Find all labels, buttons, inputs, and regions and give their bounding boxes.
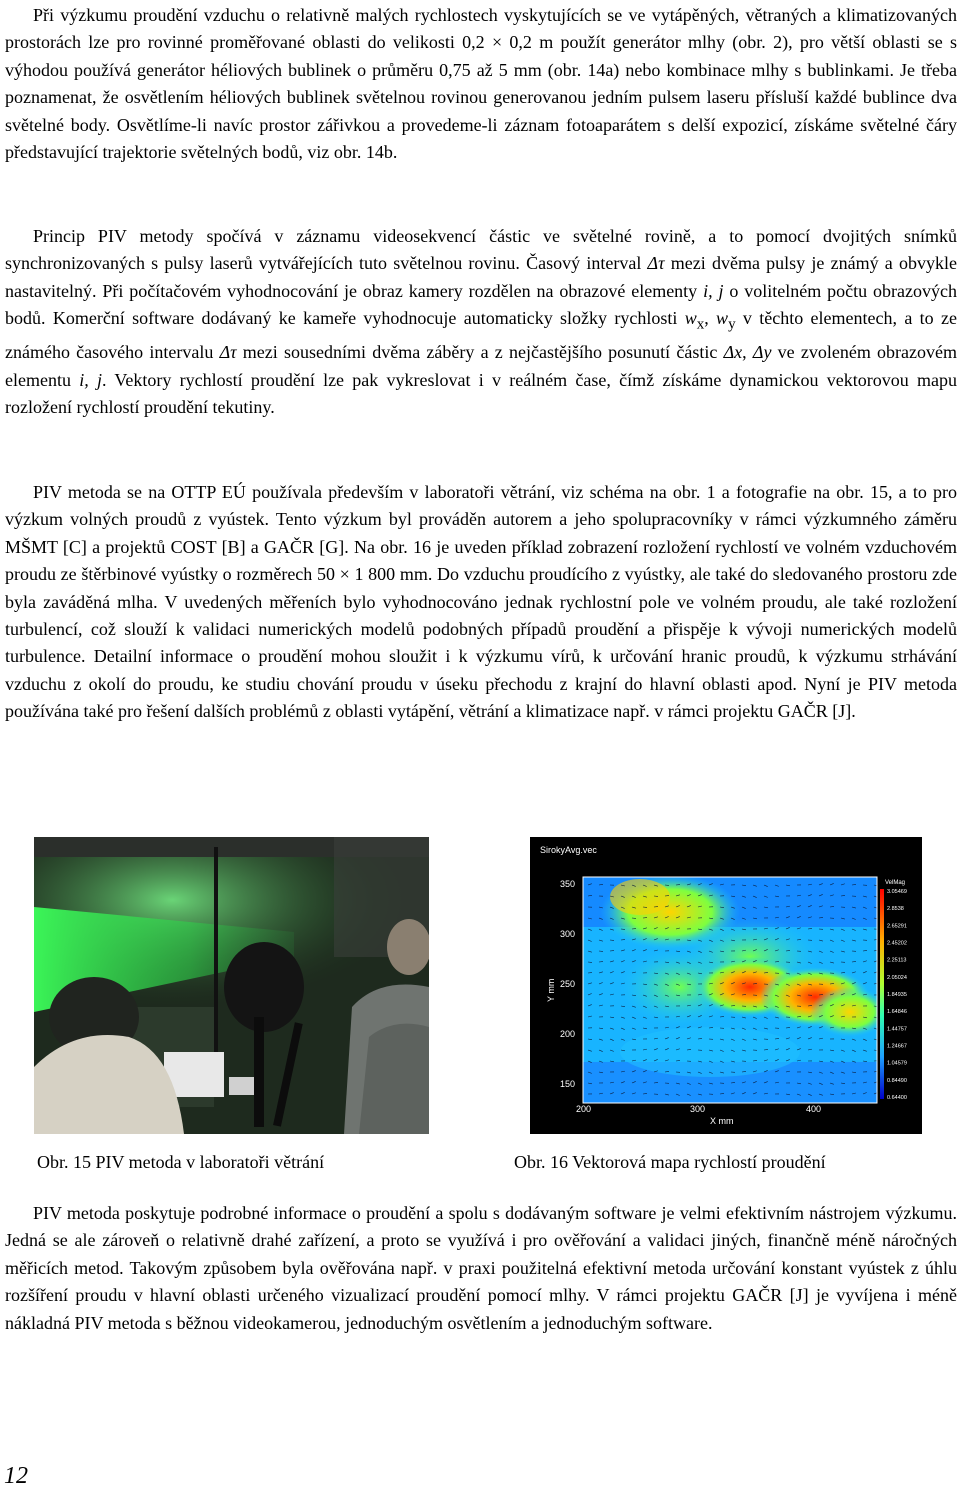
symbol-w: w	[684, 308, 697, 329]
symbol-delta-tau: Δτ	[647, 253, 665, 274]
text-run: ,	[704, 308, 717, 329]
legend-value: 0.64400	[887, 1095, 907, 1101]
text-run: Princip PIV metody spočívá v záznamu videosekvencí částic ve světelné rovině, a to pomocí dvojitých snímků synchronizovaných s pulsy laserů vytvářejících tuto světelnou rovinu. Časový interval	[5, 226, 957, 274]
symbol-delta-tau: Δτ	[219, 342, 237, 363]
x-tick-label: 400	[806, 1104, 822, 1114]
legend-value: 1.24667	[887, 1043, 907, 1050]
legend-colorbar	[880, 889, 884, 1099]
symbol-delta-x: Δx	[723, 342, 743, 363]
text-run: mezi dvěma pulsy je známý a obvykle nastavitelný. Při počítačovém vyhodnocování je obraz kamery rozdělen na obrazové elementy	[5, 253, 958, 301]
paragraph-piv-summary: PIV metoda poskytuje podrobné informace o proudění a spolu s dodávaným software je velmi efektivním nástrojem výzkumu. Jedná se ale zároveň o relativně drahé zařízení, a proto se využívá i pro ověřování a validaci jiných, finančně méně náročných měřicích metod. Takovým způsobem byla ověřována např. v praxi použitelná efektivní metoda určování konstant vyústek z úhlu rozšíření proudu v hlavní oblasti určeného vizualizací proudění pomocí mlhy. V rámci projektu GAČR [J] je vyvíjena i méně nákladná PIV metoda s běžnou videokamerou, jednoduchým osvětlením a jednoduchým software.	[5, 1203, 957, 1333]
symbol-i-j: i, j	[79, 369, 102, 390]
legend-value: 1.04579	[887, 1060, 907, 1067]
figure-16-caption: Obr. 16 Vektorová mapa rychlostí proudění	[514, 1152, 826, 1172]
paragraph-fog-generator: Při výzkumu proudění vzduchu o relativně malých rychlostech vyskytujících se ve vytápěných, větraných a klimatizovaných prostorách lze pro rovinné proměřované oblasti do velikosti 0,2 × 0,2 m použít generátor mlhy (obr. 2), pro větší oblasti se s výhodou používá generátor héliových bublinek o průměru 0,75 až 5 mm (obr. 14a) nebo kombinace mlhy s bublinkami. Je třeba poznamenat, že osvětlením héliových bublinek světelnou rovinou generovanou jedním pulsem laseru přísluší každé bublince dva světelné body. Osvětlíme-li navíc prostor zářivkou a provedeme-li záznam fotoaparátem s delší expozicí, získáme světelné čáry představující trajektorie světelných bodů, viz obr. 14b.	[5, 5, 957, 163]
legend-value: 2.8538	[887, 906, 904, 913]
x-tick-label: 300	[690, 1104, 706, 1114]
lab-photo-illustration	[34, 837, 429, 1134]
y-tick-label: 300	[560, 929, 576, 939]
y-tick-label: 150	[560, 1079, 576, 1089]
text-run: v těchto elementech, a to ze známého časového intervalu	[5, 308, 957, 363]
y-tick-label: 200	[560, 1029, 576, 1039]
x-axis-label: X mm	[710, 1116, 734, 1126]
figure-15-caption: Obr. 15 PIV metoda v laboratoři větrání	[37, 1152, 325, 1172]
legend-value: 2.45202	[887, 940, 907, 947]
text-run: ,	[742, 342, 753, 363]
legend-value: 2.25113	[887, 957, 907, 964]
symbol-w: w	[716, 308, 729, 329]
text-run: mezi sousedními dvěma záběry a z nejčastějšího posunutí částic	[236, 342, 724, 363]
legend-value: 2.05024	[887, 974, 907, 981]
vector-map-chart	[530, 837, 922, 1134]
vector-file-label: SirokyAvg.vec	[540, 845, 597, 855]
paragraph-piv-principle	[5, 223, 957, 421]
legend-value: 1.44757	[887, 1026, 907, 1033]
legend-value: 0.84490	[887, 1077, 907, 1084]
legend-title: VelMag	[885, 880, 906, 886]
x-tick-label: 200	[576, 1104, 592, 1114]
legend-value: 1.84935	[887, 992, 907, 998]
lab-photo-figure	[34, 837, 429, 1134]
vector-map-figure	[530, 837, 922, 1134]
paragraph-ottp-usage: PIV metoda se na OTTP EÚ používala především v laboratoři větrání, viz schéma na obr. 1 a fotografie na obr. 15, a to pro výzkum volných proudů z vyústek. Tento výzkum byl prováděn autorem a jeho spolupracovníky v rámci výzkumného záměru MŠMT [C] a projektů COST [B] a GAČR [G]. Na obr. 16 je uveden příklad zobrazení rozložení rychlostí ve volném vzduchovém proudu ze štěrbinové vyústky o rozměrech 50 × 1 800 mm. Do vzduchu proudícího z vyústky, ale také do sledovaného prostoru zde byla zaváděná mlha. V uvedených měřeních bylo vyhodnocováno jednak rychlostní pole ve volném proudu, ale také rozložení turbulencí, což slouží k validaci numerických modelů podobných případů proudění a přispěje k vývoji numerických modelů turbulence. Detailní informace o proudění mohou sloužit i k výzkumu vírů, k určování hranic proudů, k výzkumu strhávání vzduchu z okolí do proudu, ke studiu chování proudu v úseku přechodu z krajní do hlavní oblasti apod. Nyní je PIV metoda používána také pro řešení dalších problémů z oblasti vytápění, větrání a klimatizace např. v rámci projektu GAČR [J].	[5, 482, 957, 722]
legend-value: 2.65291	[887, 923, 907, 930]
text-run: ve zvoleném obrazovém elementu	[5, 342, 958, 390]
text-run: o volitelném počtu obrazových bodů. Komerční software dodávaný ke kameře vyhodnocuje automaticky složky rychlosti	[5, 280, 957, 329]
legend-value: 1.64846	[887, 1009, 907, 1016]
text-run: . Vektory rychlostí proudění lze pak vykreslovat i v reálném čase, čímž získáme dynamickou vektorovou mapu rozložení rychlostí proudění tekutiny.	[5, 369, 957, 418]
y-tick-label: 350	[560, 879, 576, 889]
legend-value: 3.05469	[887, 889, 907, 895]
y-tick-label: 250	[560, 979, 576, 989]
page-number: 12	[4, 1463, 28, 1489]
velocity-field	[583, 874, 890, 1103]
y-axis-label: Y mm	[546, 978, 556, 1002]
subscript-y: y	[728, 316, 736, 333]
subscript-x: x	[696, 316, 705, 333]
symbol-delta-y: Δy	[752, 342, 772, 363]
symbol-i-j: i, j	[703, 280, 724, 301]
